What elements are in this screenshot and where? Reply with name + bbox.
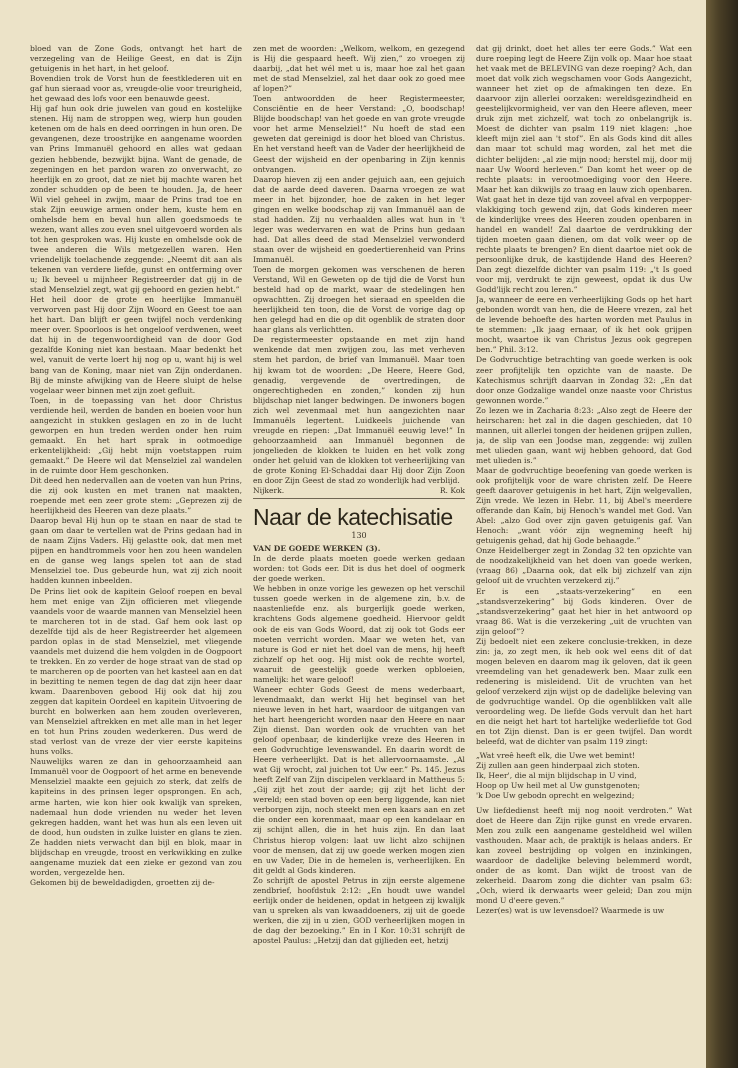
katechisatie-ending	[476, 806, 692, 917]
section-subtitle: VAN DE GOEDE WERKEN (3).	[253, 544, 381, 554]
paragraph: Toen de morgen gekomen was verschenen de heren Verstand, Wil en Geweten op de tijd die de Vorst hun besteld had op de markt, waar de stedelingen hen opwachtten. Zij droegen het sieraad en speelden die heerlijkheid ten toon, die de Vorst de vorige dag op hen gelegd had en die op dit ogenblik de straten door haar glans als verlichtten.	[253, 265, 465, 335]
paragraph: Zij bedoelt niet een zekere conclusie-trekken, in deze zin: ja, zo zegt men, ik heb ook wel eens dit of dat mogen beleven en daarom mag ik geloven, dat ik geen vreemdeling van het genadewerk ben. Maar zulk een redenering is misleidend. Uit de vruchten van het geloof verzekerd zijn wijst op de dadelijke beleving van de godvruchtige wandel. Op die ogenblikken valt alle veroordeling weg. De liefde Gods vervult dan het hart en die neigt het hart tot hartelijke wederliefde tot God en tot Zijn dienst. Dan is er geen twijfel. Dan wordt beleefd, wat de dichter van psalm 119 zingt:	[476, 636, 692, 747]
section-heading: Naar de katechisatie	[253, 504, 453, 531]
paragraph: Ja, wanneer de eere en verheerlijking Gods op het hart gebonden wordt van hen, die de Heere vrezen, zal het de levende behoefte des harten worden met Paulus in te stemmen: „Ik jaag ernaar, of ik het ook grijpen mocht, waartoe ik van Christus Jezus ook gegrepen ben.” Phil. 3:12.	[476, 295, 692, 355]
paragraph: Lezer(es) wat is uw levensdoel? Waarmede is uw	[476, 905, 665, 915]
paragraph: Onze Heidelberger zegt in Zondag 32 ten opzichte van de noodzakelijkheid van het doen van goede werken, (vraag 86) „Daarna ook, dat elk bij zichzelf van zijn geloof uit de vruchten verzekerd zij.”	[476, 546, 692, 586]
signature-author: R. Kok	[439, 486, 465, 496]
paragraph: We hebben in onze vorige les gewezen op het verschil tussen goede werken in de algemene zin, b.v. de naastenliefde enz. als burgerlijk goede werken, krachtens Gods algemene goedheid. Hiervoor geldt ook de eis van Gods Woord, dat zij ook tot Gods eer moeten verricht worden. Maar we weten het, van nature is God er niet het doel van de mens, hij heeft zichzelf op het oog. Hij mist ook de rechte wortel, waaruit de geestelijk goede werken opbloeien, namelijk: het ware geloof!	[253, 584, 465, 684]
column-left	[30, 44, 242, 1049]
paragraph: Het heil door de grote en heerlijke Immanuël verworven past Hij door Zijn Woord en Geest toe aan het hart. Dan blijft er geen twijfel noch verdenking meer over. Spoorloos is het ongeloof verdwenen, weet dat hij in de tegenwoordigheid van de door God gezalfde Koning niet kan bestaan. Maar bedenkt het wel, vanuit de verte loert hij nog op u, want hij is wel bang van de Koning, maar niet van Zijn onderdanen. Bij de minste afwijking van de Heere sluipt de helse vogelaar weer binnen met zijn zoet gefluit.	[30, 295, 242, 395]
katechisatie-continued	[476, 44, 692, 747]
paragraph: Daarop beval Hij hun op te staan en naar de stad te gaan om daar te vertellen wat de Prins gedaan had in de naam Zijns Vaders. Hij gelastte ook, dat men met pijpen en handtrommels voor hen zou heen wandelen en de ganse weg langs spelen tot aan de stad Menselziel toe. Dus gebeurde hun, wat zij zich nooit hadden kunnen inbeelden.	[30, 516, 242, 586]
paragraph: dat gij drinkt, doet het alles ter eere Gods.” Wat een dure roeping legt de Heere Zijn volk op. Maar hoe staat het vaak met de BELEVING van deze roeping? Ach, dan moet dat volk zich wegschamen voor Gods Aangezicht, wanneer het ziet op de afmakingen ten deze. En daarvoor zijn allerlei oorzaken: wereldsgezindheid en geestelijkvormigheid, ver van den Heere afleven, meer druk zijn met zichzelf, wat toch zo onbelangrijk is. Moest de dichter van psalm 119 niet klagen: „hoe kleeft mijn ziel aan 't stof”. En als Gods kind dit alles dan maar tot schuld mag worden, zal het met die dichter belijden: „al zie mijn nood; herstel mij, door mij naar Uw Woord herleven.” Dan komt het weer op de rechte plaats: in verootmoediging voor den Heere. Maar het kan dikwijls zo traag en lauw zich openbaren. Wat gaat het in deze tijd van zoveel afval en verpoppervlakkiging toch gewend zijn, dat Gods kinderen meer de kinderlijke vrees des Heeren zouden openbaren in handel en wandel! Zal daartoe de verdrukking der tijden moeten gaan dienen, om dat volk weer op de rechte plaats te brengen? En dient daartoe niet ook de persoonlijke druk, de kastijdende Hand des Heeren? Dan zegt diezelfde dichter van psalm 119: „'t Is goed voor mij, verdrukt te zijn geweest, opdat ik dus Uw Godd'lijk recht zou leren.”	[476, 44, 692, 295]
column-right	[476, 44, 692, 1049]
paragraph: Bovendien trok de Vorst hun de feestklederen uit en gaf hun sieraad voor as, vreugde-olie voor treurigheid, het gewaad des lofs voor een benauwde geest.	[30, 74, 242, 104]
paragraph: Toen antwoordden de heer Registermeester, Consciëntie en de heer Verstand: „O, boodschap! Blijde boodschap! van het goede en van grote vreugde voor het arme Menselziel!” Nu hoeft de stad een geweten dat gereinigd is door het bloed van Christus. En het verstand heeft van de Vader der heerlijkheid de Geest der wijsheid en der openbaring in Zijn kennis ontvangen.	[253, 94, 465, 174]
psalm-quote	[476, 751, 692, 801]
paragraph: Maar de godvruchtige beoefening van goede werken is ook profijtelijk voor de ware christen zelf. De Heere geeft daarover getuigenis in het hart, Zijn welgevallen, Zijn vrede. We lezen in Hebr. 11, bij Abel's meerdere offerande dan Kaïn, bij Henoch's wandel met God. Van Abel: „alzo God over zijn gaven getuigenis gaf. Van Henoch: „want vóór zijn wegneming heeft hij getuigenis gehad, dat hij Gode behaagde.”	[476, 465, 692, 546]
poem-line: 'k Doe Uw gebodn oprecht en welgezind;	[476, 791, 635, 801]
katechisatie-text	[253, 554, 465, 946]
poem-line: Hoop op Uw heil met al Uw gunstgenoten;	[476, 781, 641, 791]
paragraph: Toen, in de toepassing van het door Christus verdiende heil, werden de banden en boeien voor hun aangezicht in stukken geslagen en zo in de lucht geworpen en hun treden werden onder hen ruim gemaakt. En het hart sprak in ootmoedige erkentelijkheid: „Gij hebt mijn voetstappen ruim gemaakt.” De Heere wil dat Menselziel zal wandelen in de ruimte door Hem geschonken.	[30, 395, 242, 475]
paragraph: Hij gaf hun ook drie juwelen van goud en kostelijke stenen. Hij nam de stroppen weg, wierp hun gouden ketenen om de hals en deed oorringen in hun oren. De gevangenen, deze troostrijke en aangename woorden van Prins Immanuël gehoord en alles wat gedaan gezien hebbende, bezwijkt bijna. Want de genade, de zegeningen en het pardon waren zo onverwacht, zo heerlijk en zo groot, dat ze niet bij machte waren het zonder schudden op de been te houden. Ja, de heer Wil viel geheel in zwijm, maar de Prins trad toe en stak Zijn eeuwige armen onder hem, kuste hem en omhelsde hem en beval hun allen goedsmoeds te wezen, want alles zou even snel uitgevoerd worden als tot hen gesproken was. Hij kuste en omhelsde ook de twee anderen die Wils metgezellen waren. Hen vriendelijk toelachende zeggende: „Neemt dit aan als tekenen van verdere liefde, gunst en ontferming over u; Ik beveel u mijnheer Registreerder dat gij in de stad Menselziel zegt, wat gij gehoord en gezien hebt.”	[30, 104, 242, 295]
paragraph: Nauwelijks waren ze dan in gehoorzaamheid aan Immanuël voor de Oogpoort of het arme en benevende Menselziel maakte een gejuich zo sterk, dat zelfs de kapiteins in des prinsen leger opsprongen. En ach, arme harten, wie kon hier ook kwalijk van spreken, nademaal hun dode vrienden nu weder het leven gekregen hadden, want het was hun als een leven uit de dood, hun oudsten in zulke luister en glans te zien. Ze hadden niets verwacht dan bijl en blok, maar in blijdschap en vreugde, troost en verkwikking en zulke aangename muziek dat een zieke er gezond van zou worden, vergezelde hen.	[30, 757, 242, 877]
paragraph: Uw liefdedienst heeft mij nog nooit verdroten.” Wat doet de Heere dan Zijn rijke gunst en vrede ervaren. Men zou zulk een aangename gesteldheid wel willen vasthouden. Maar ach, de praktijk is helaas anders. Er kan zoveel bestrijding op volgen en inzinkingen, waardoor de dadelijke beleving belemmerd wordt, onder de as komt. Dan wijkt de troost van de zekerheid. Daarom zong die dichter van psalm 63: „Och, wierd ik derwaarts weer geleid; Dan zou mijn mond U d'eere geven.”	[476, 805, 692, 905]
paragraph: Dit deed hen nedervallen aan de voeten van hun Prins, die zij ook kusten en met tranen nat maakten, roepende met een zeer grote stem: „Geprezen zij de heerlijkheid des Heeren van deze plaats.”	[30, 476, 242, 516]
column-middle	[253, 44, 465, 1049]
article-signature	[253, 486, 465, 499]
paragraph: In de derde plaats moeten goede werken gedaan worden: tot Gods eer. Dit is dus het doel of oogmerk der goede werken.	[253, 554, 465, 584]
paragraph: Zo lezen we in Zacharia 8:23: „Also zegt de Heere der heirscharen: het zal in die dagen geschieden, dat 10 mannen, uit allerlei tongen der heidenen grijpen zullen, ja, de slip van een Joodse man, zeggende: wij zullen met ulieden gaan, want wij hebben gehoord, dat God met ulieden is.”	[476, 405, 692, 465]
section-number: 130	[351, 531, 367, 541]
signature-place: Nijkerk.	[253, 486, 285, 496]
paragraph: De Godvruchtige betrachting van goede werken is ook zeer profijtelijk ten opzichte van de naaste. De Katechismus schrijft daarvan in Zondag 32: „En dat door onze Godzalige wandel onze naaste voor Christus gewonnen worde.”	[476, 355, 692, 405]
poem-line: „Wat vreê heeft elk, die Uwe wet bemint!	[476, 751, 636, 761]
page-binding-edge	[706, 0, 738, 1068]
paragraph: Er is een „staats-verzekering” en een „standsverzekering” bij Gods kinderen. Over de „standsverzekering” gaat het hier in het antwoord op vraag 86. Wat is die verzekering „uit de vruchten van zijn geloof”?	[476, 586, 692, 636]
paragraph: Waneer echter Gods Geest de mens wederbaart, levendmaakt, dan werkt Hij het beginsel van het nieuwe leven in het hart, waardoor de uitgangen van het hart heengericht worden naar den Heere en naar Zijn dienst. Dan worden ook de vruchten van het geloof openbaar, de kinderlijke vreze des Heeren in een Godvruchtige levenswandel. En daarin wordt de Heere verheerlijkt. Dat is het allervoornaamste. „Al wat Gij wrocht, zal juichen tot Uw eer.” Ps. 145. Jezus heeft Zelf van Zijn discipelen verklaard in Mattheus 5: „Gij zijt het zout der aarde; gij zijt het licht der wereld; een stad boven op een berg liggende, kan niet verborgen zijn, noch steekt men een kaars aan en zet die onder een korenmaat, maar op een kandelaar en zij schijnt allen, die in het huis zijn. En dan laat Christus hierop volgen: laat uw licht alzo schijnen voor de mensen, dat zij uw goede werken mogen zien en uw Vader, Die in de hemelen is, verheerlijken. En dit geldt al Gods kinderen.	[253, 684, 465, 875]
paragraph: Gekomen bij de beweldadigden, groetten zij de-	[30, 877, 215, 887]
poem-line: Zij zullen aan geen hinderpaal zich stoten.	[476, 761, 640, 771]
paragraph: bloed van de Zone Gods, ontvangt het hart de verzegeling van de Heilige Geest, en dat is Zijn getuigenis in het hart, in het geloof.	[30, 44, 242, 74]
paragraph: De Prins liet ook de kapitein Geloof roepen en beval hem met enige van Zijn officieren met vliegende vaandels voor de waarde mannen van Menselziel heen te marcheren tot in de stad. Gaf hem ook last op dezelfde tijd als de heer Registreerder het algemeen pardon oplas in de stad Menselziel, met vliegende vaandels met duizend die hem volgden in de Oogpoort te trekken. En zo verder de hoge straat van de stad op te marcheren op de poorten van het kasteel aan en dat in bezitting te nemen tegen de dag dat zijn heer daar kwam. Daarenboven gebood Hij ook dat hij zou zeggen dat kapitein Oordeel en kapitein Uitvoering de burcht en bolwerken aan hem zouden overleveren, van Menselziel aftrekken en met alle man in het leger en tot hun Prins zouden wederkeren. Dus werd de stad verlost van de vreze der vier eerste kapiteins huns volks.	[30, 586, 242, 757]
paragraph: Zo schrijft de apostel Petrus in zijn eerste algemene zendbrief, hoofdstuk 2:12: „En houdt uwe wandel eerlijk onder de heidenen, opdat in hetgeen zij kwalijk van u spreken als van kwaaddoeners, zij uit de goede werken, die zij in u zien, GOD verheerlijken mogen in de dag der bezoeking.” En in I Kor. 10:31 schrijft de apostel Paulus: „Hetzij dan dat gijlieden eet, hetzij	[253, 875, 465, 945]
paragraph: zen met de woorden: „Welkom, welkom, en gezegend is Hij die gespaard heeft. Wij zien,” zo vroegen zij daarbij, „dat het wél met u is, maar hoe zal het gaan met de stad Menselziel, zal het daar ook zo goed mee af lopen?”	[253, 44, 465, 94]
poem-line: Ik, Heer', die al mijn blijdschap in U vind,	[476, 771, 637, 781]
sermon-continuation	[253, 44, 465, 486]
paragraph: Daarop hieven zij een ander gejuich aan, een gejuich dat de aarde deed daveren. Daarna vroegen ze wat meer in het bijzonder, hoe de zaken in het leger gingen en welke boodschap zij van Immanuël aan de stad hadden. Zij nu verhaalden alles wat hun in 't leger was wedervaren en wat de Prins hun gedaan had. Dat alles deed de stad Menselziel verwonderd staan over de wijsheid en goedertierenheid van Prins Immanuël.	[253, 174, 465, 264]
paragraph: De registermeester opstaande en met zijn hand wenkende dat men zwijgen zou, las met verheven stem het pardon, de brief van Immanuël. Maar toen hij kwam tot de woorden: „De Heere, Heere God, genadig, vergevende de overtredingen, de ongerechtigheden en zonden,” konden zij hun blijdschap niet langer bedwingen. De inwoners bogen zich wel zevenmaal met hun aangezichten naar Immanuëls legertent. Luidkeels juichende van vreugde en riepen: „Dat Immanuël eeuwig leve!” In gehoorzaamheid aan Immanuël begonnen de jongelieden de klokken te luiden en het volk zong onder het geluid van de klokken tot verheerlijking van de grote Koning El-Schaddai daar Hij door Zijn Zoon en door Zijn Geest de stad zo wonderlijk had verblijd.	[253, 335, 465, 486]
